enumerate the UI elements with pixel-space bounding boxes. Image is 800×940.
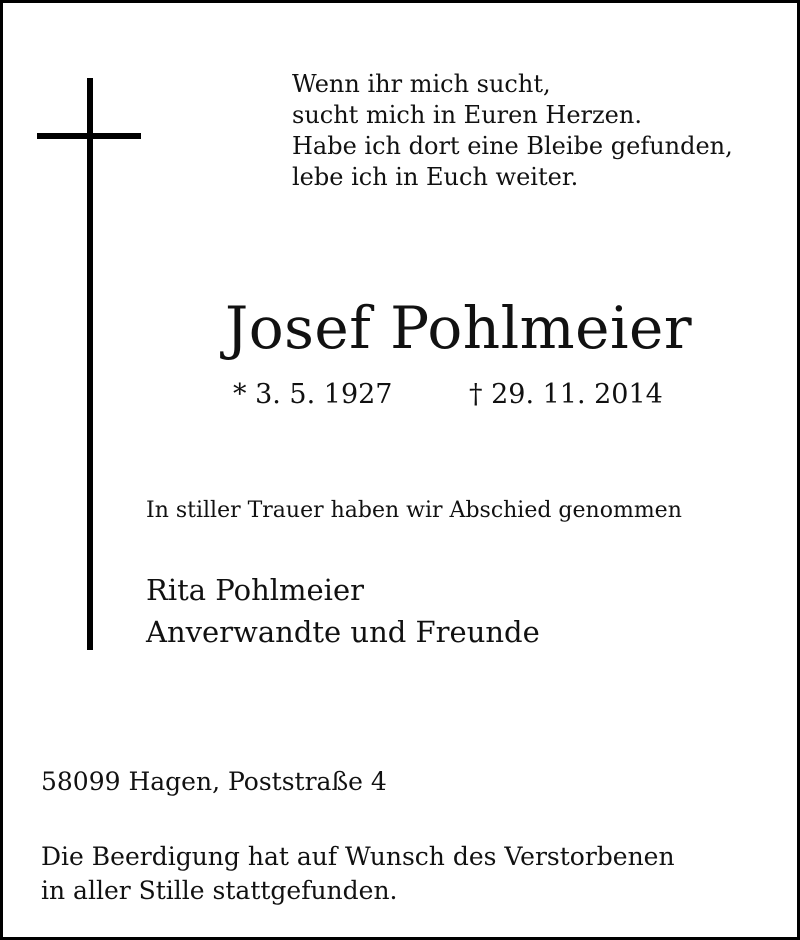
cross-horizontal-bar xyxy=(37,133,141,139)
poem-line: Habe ich dort eine Bleibe gefunden, xyxy=(292,132,733,160)
funeral-note-line: Die Beerdigung hat auf Wunsch des Verstorbenen xyxy=(41,842,675,871)
mourner-name: Rita Pohlmeier xyxy=(146,573,364,607)
mourner-name: Anverwandte und Freunde xyxy=(146,615,540,649)
poem xyxy=(292,69,772,193)
address: 58099 Hagen, Poststraße 4 xyxy=(41,767,387,796)
funeral-note xyxy=(41,840,675,908)
mourners-list xyxy=(146,569,540,653)
poem-line: sucht mich in Euren Herzen. xyxy=(292,101,642,129)
funeral-note-line: in aller Stille stattgefunden. xyxy=(41,876,398,905)
poem-line: Wenn ihr mich sucht, xyxy=(292,70,551,98)
birth-date: * 3. 5. 1927 xyxy=(233,379,393,410)
poem-line: lebe ich in Euch weiter. xyxy=(292,163,579,191)
cross-vertical-bar xyxy=(87,78,93,650)
deceased-name: Josef Pohlmeier xyxy=(225,294,693,362)
death-date: † 29. 11. 2014 xyxy=(469,379,663,410)
mourning-statement: In stiller Trauer haben wir Abschied genommen xyxy=(146,498,682,523)
